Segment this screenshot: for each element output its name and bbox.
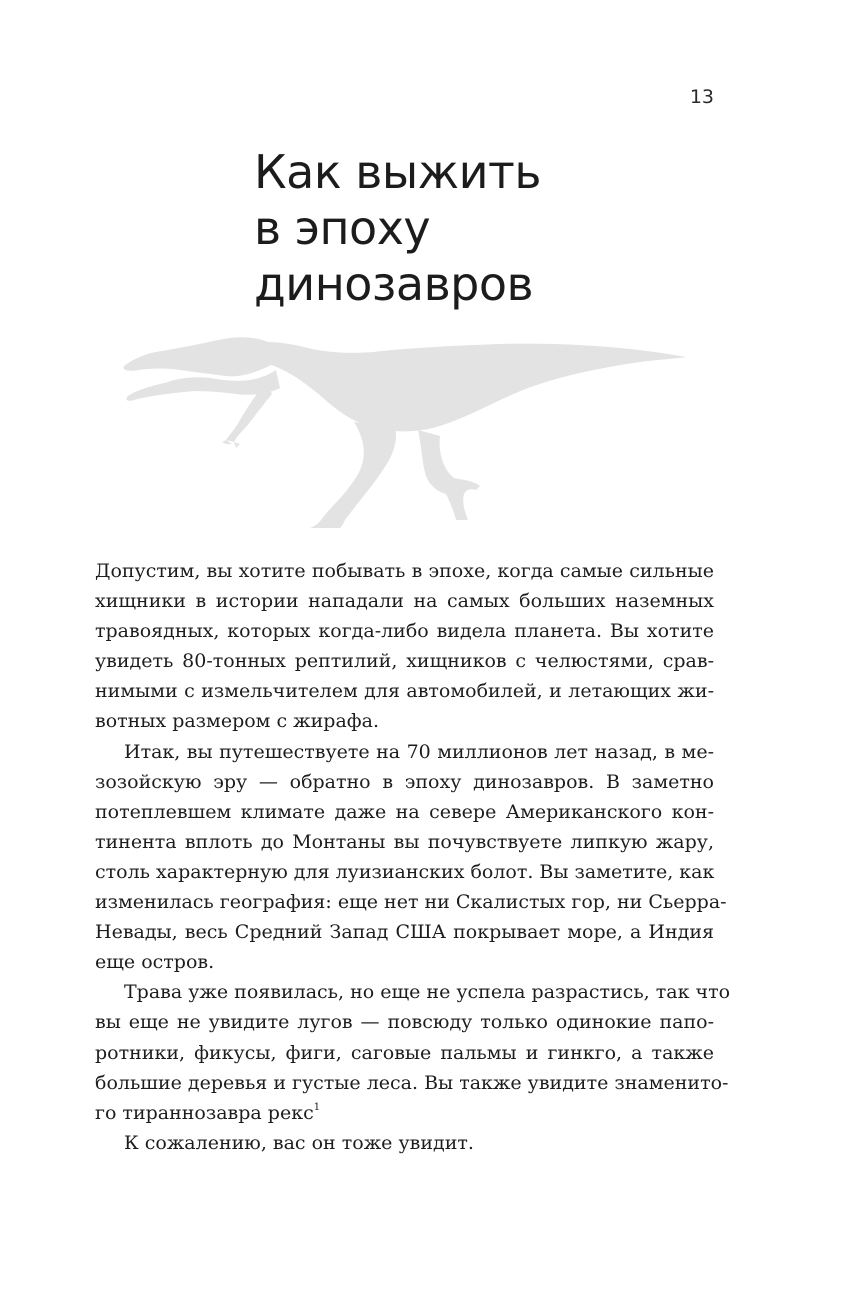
text-line: ротники, фикусы, фиги, саговые пальмы и гинкго, а также	[95, 1041, 714, 1064]
body-text	[95, 556, 731, 1158]
text-line: увидеть 80-тонных рептилий, хищников с челюстями, срав-	[95, 650, 714, 673]
tyrannosaurus-silhouette-icon	[118, 330, 690, 530]
text-line: изменилась география: еще нет ни Скалистых гор, ни Сьерра-	[95, 891, 727, 914]
page-number: 13	[689, 86, 714, 108]
text-line: большие деревья и густые леса. Вы также увидите знаменито-	[95, 1071, 729, 1094]
paragraph	[95, 556, 714, 737]
text-line: столь характерную для луизианских болот. Вы заметите, как	[95, 860, 715, 883]
text-line: потеплевшем климате даже на севере Американского кон-	[95, 800, 714, 823]
text-line: вы еще не увидите лугов — повсюду только одинокие папо-	[95, 1011, 714, 1034]
text-line: зозойскую эру — обратно в эпоху динозавров. В заметно	[95, 770, 714, 793]
text-line: Невады, весь Средний Запад США покрывает море, а Индия	[95, 921, 714, 944]
paragraph	[95, 977, 731, 1127]
paragraph	[95, 1128, 714, 1158]
text-line: К сожалению, вас он тоже увидит.	[124, 1131, 474, 1154]
text-line: тинента вплоть до Монтаны вы почувствуете липкую жару,	[95, 830, 714, 853]
chapter-title-line: Как выжить	[254, 145, 541, 199]
chapter-title	[254, 144, 541, 312]
text-line: нимыми с измельчителем для автомобилей, и летающих жи-	[95, 680, 714, 703]
paragraph	[95, 737, 727, 978]
text-line: вотных размером с жирафа.	[95, 710, 380, 733]
chapter-title-line: динозавров	[254, 257, 534, 311]
text-line: Допустим, вы хотите побывать в эпохе, когда самые сильные	[95, 560, 714, 582]
text-line: Трава уже появилась, но еще не успела разрастись, так что	[124, 981, 731, 1004]
chapter-title-line: в эпоху	[254, 201, 431, 255]
text-line: еще остров.	[95, 951, 215, 974]
text-line-content: го тираннозавра рекс	[95, 1101, 314, 1124]
text-line: Итак, вы путешествуете на 70 миллионов лет назад, в ме-	[124, 740, 714, 763]
text-line: травоядных, которых когда-либо видела планета. Вы хотите	[95, 620, 714, 643]
footnote-marker[interactable]: 1	[313, 1101, 321, 1113]
text-line	[95, 1098, 714, 1128]
text-line: хищники в истории нападали на самых больших наземных	[95, 590, 714, 613]
